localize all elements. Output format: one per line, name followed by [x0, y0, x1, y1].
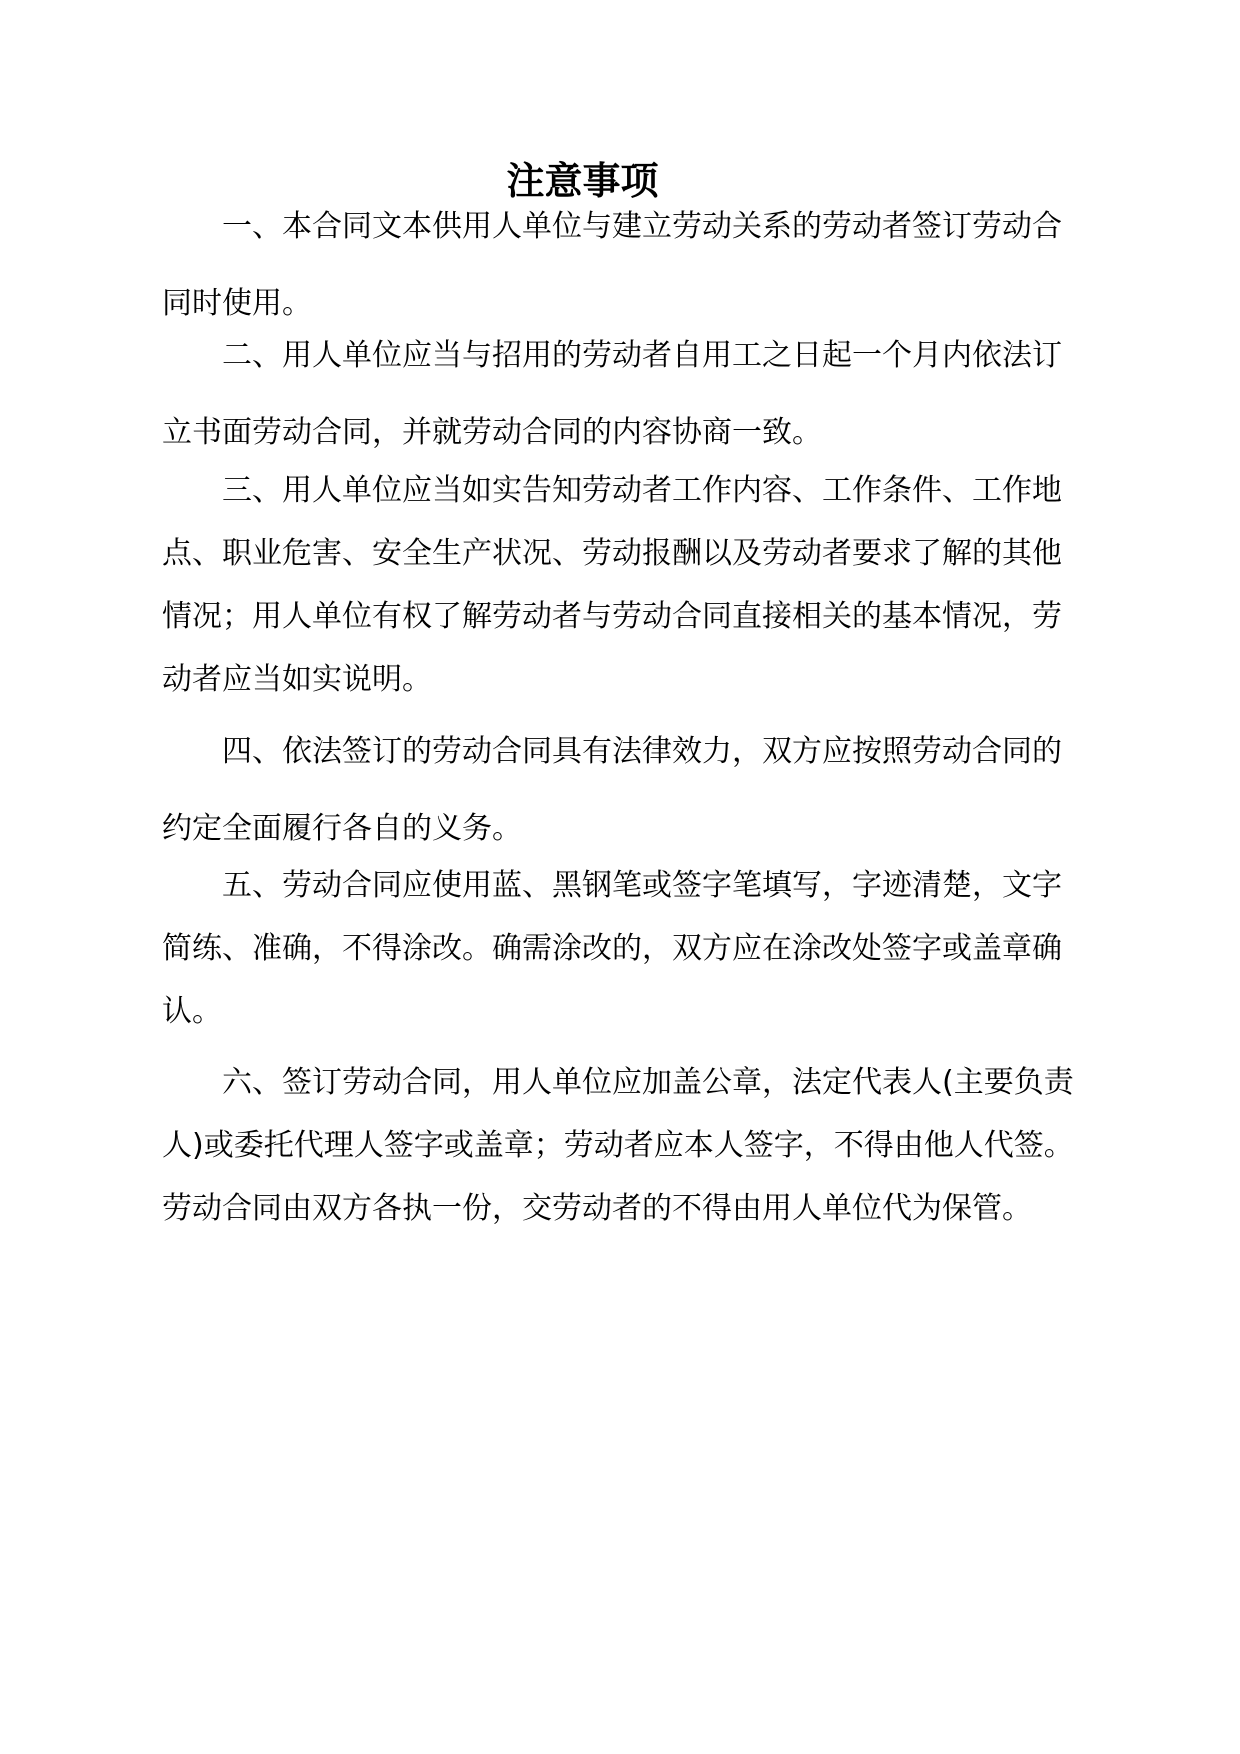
notice-item-3: 三、用人单位应当如实告知劳动者工作内容、工作条件、工作地点、职业危害、安全生产状况、劳动报酬以及劳动者要求了解的其他情况；用人单位有权了解劳动者与劳动合同直接相关的基本情况，劳动者应当如实说明。 — [162, 473, 1062, 697]
page-title: 注意事项 — [506, 159, 659, 203]
notice-item-5: 五、劳动合同应使用蓝、黑钢笔或签字笔填写，字迹清楚，文字简练、准确，不得涂改。确需涂改的，双方应在涂改处签字或盖章确认。 — [162, 868, 1062, 1029]
notice-item-1: 一、本合同文本供用人单位与建立劳动关系的劳动者签订劳动合同时使用。 — [162, 209, 1062, 321]
notice-item-6: 六、签订劳动合同，用人单位应加盖公章，法定代表人(主要负责人)或委托代理人签字或盖章；劳动者应本人签字，不得由他人代签。劳动合同由双方各执一份，交劳动者的不得由用人单位代为保管。 — [162, 1065, 1074, 1226]
notice-item-2: 二、用人单位应当与招用的劳动者自用工之日起一个月内依法订立书面劳动合同，并就劳动合同的内容协商一致。 — [162, 338, 1062, 450]
notice-item-4: 四、依法签订的劳动合同具有法律效力，双方应按照劳动合同的约定全面履行各自的义务。 — [162, 734, 1062, 846]
